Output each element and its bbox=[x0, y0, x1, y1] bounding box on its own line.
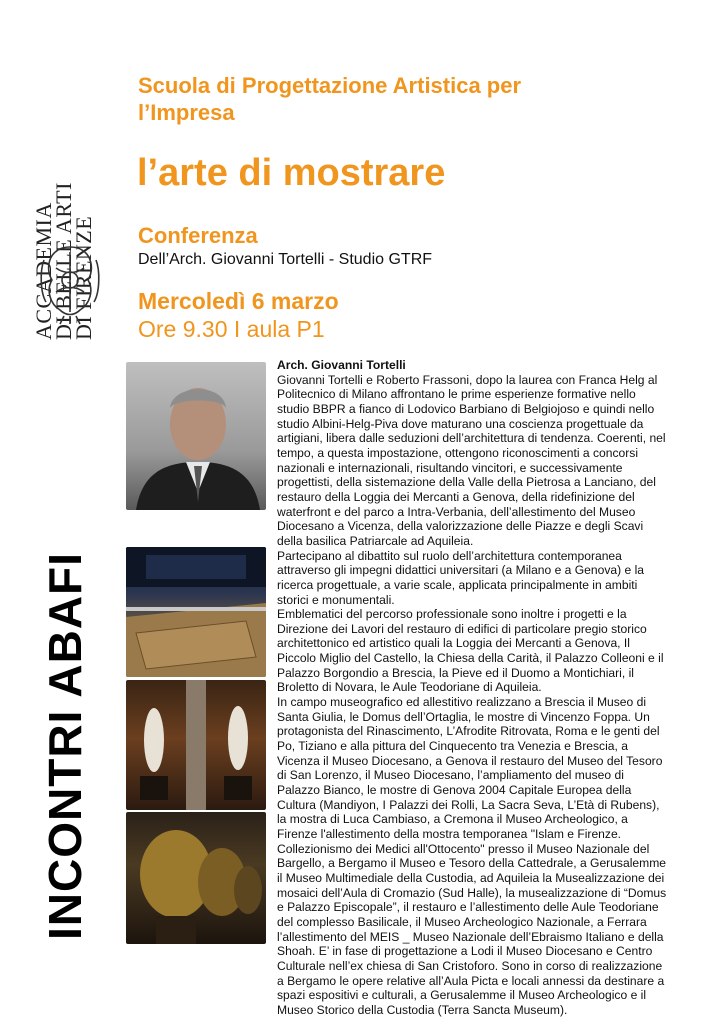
series-title: INCONTRI ABAFI bbox=[39, 552, 91, 940]
logo-line-2: DI BELLE ARTI bbox=[51, 182, 76, 340]
event-date: Mercoledì 6 marzo bbox=[138, 288, 339, 314]
bio-paragraph-2: Partecipano al dibattito sul ruolo dell’architettura contemporanea attraverso gli impegni didattici universitari (a Milano e a Genova) e la ricerca progettuale, a varie scale, applicata principalmente in ambiti storici e monumentali. bbox=[277, 548, 645, 607]
museum-mosaic-image bbox=[126, 547, 266, 677]
speaker-line: Dell’Arch. Giovanni Tortelli - Studio GTRF bbox=[138, 251, 433, 268]
logo-line-1: ACCADEMIA bbox=[31, 202, 56, 340]
bio-paragraph-1: Giovanni Tortelli e Roberto Frassoni, dopo la laurea con Franca Helg al Politecnico di Milano affrontano le prime esperienze formative nello studio BBPR a fianco di Lodovico Barbiano di Belgiojoso e quindi nello studio Albini-Helg-Piva dove maturano una coscienza progettuale da artigiani, libera dalle seduzioni dell’architettura di tendenza. Coerenti, nel tempo, a questa impostazione, ottengono riconoscimenti a concorsi nazionali e internazionali, risultando vincitori, e successivamente progettisti, della sistemazione della Valle della Pietrosa a Lanciano, del restauro della Loggia dei Mercanti a Genova, della ridefinizione del waterfront e del parco a Intra-Verbania, dell’allestimento del Museo Diocesano a Vicenza, della valorizzazione delle Piazze e degli Scavi della basilica Patriarcale ad Aquileia. bbox=[277, 372, 666, 548]
logo-line-3: DI FIRENZE bbox=[71, 215, 96, 340]
event-type: Conferenza bbox=[138, 223, 258, 248]
museum-bronze-heads-image bbox=[126, 812, 266, 944]
bio-name: Arch. Giovanni Tortelli bbox=[277, 358, 406, 372]
museum-statues-image bbox=[126, 680, 266, 810]
bio-paragraph-4: In campo museografico ed allestitivo realizzano a Brescia il Museo di Santa Giulia, le Domus dell’Ortaglia, le mostre di Vincenzo Foppa. Un protagonista del Rinascimento, L’Afrodite Ritrovata, Roma e le genti del Po, Tiziano e alla pittura del Cinquecento tra Venezia e Brescia, a Vicenza il Museo Diocesano, a Genova il restauro del Museo del Tesoro di San Lorenzo, il Museo Diocesano, l’ampliamento del museo di Palazzo Bianco, le mostre di Genova 2004 Capitale Europea della Cultura (Mandiyon, I Palazzi dei Rolli, La Sacra Seva, L’Età di Rubens), la mostra di Luca Cambiaso, a Cremona il Museo Archeologico, a Firenze l'allestimento della mostra temporanea "Islam e Firenze. Collezionismo dei Medici all'Ottocento" presso il Museo Nazionale del Bargello, a Bergamo il Museo e Tesoro della Cattedrale, a Gerusalemme il Museo Multimediale della Custodia, ad Aquileia la Musealizzazione dei mosaici dell’Aula di Cromazio (Sud Halle), la musealizzazione di “Domus e Palazzo Episcopale”, il restauro e l’allestimento delle Aule Teodoriane del complesso Basilicale, il Museo Archeologico Nazionale, a Ferrara l’allestimento del MEIS _ Museo Nazionale dell’Ebraismo Italiano e della Shoah. E’ in fase di progettazione a Lodi il Museo Diocesano e Centro Culturale nell’ex chiesa di San Cristoforo. Sono in corso di realizzazione a Bergamo le opere relative all’Aula Picta e locali annessi da destinare a spazi espositivi e culturali, a Gerusalemme il Museo Archeologico e il Museo Storico della Custodia (Terra Sancta Museum). bbox=[277, 695, 667, 1017]
speaker-biography bbox=[277, 358, 667, 1018]
event-title: l’arte di mostrare bbox=[137, 152, 446, 194]
speaker-portrait-image bbox=[126, 362, 266, 510]
event-time-place: Ore 9.30 I aula P1 bbox=[138, 316, 325, 342]
bio-paragraph-3: Emblematici del percorso professionale sono inoltre i progetti e la Direzione dei Lavori del restauro di edifici di particolare pregio storico architettonico ed artistico quali la Loggia dei Mercanti a Genova, Il Piccolo Miglio del Castello, la Chiesa della Carità, il Palazzo Colleoni e il Palazzo Borgondio a Brescia, la Pieve ed il Duomo a Montichiari, il Broletto di Novara, le Aule Teodoriane di Aquileia. bbox=[277, 607, 664, 695]
school-heading: Scuola di Progettazione Artistica per l’Impresa bbox=[138, 73, 522, 125]
academy-crest-icon bbox=[38, 240, 102, 326]
